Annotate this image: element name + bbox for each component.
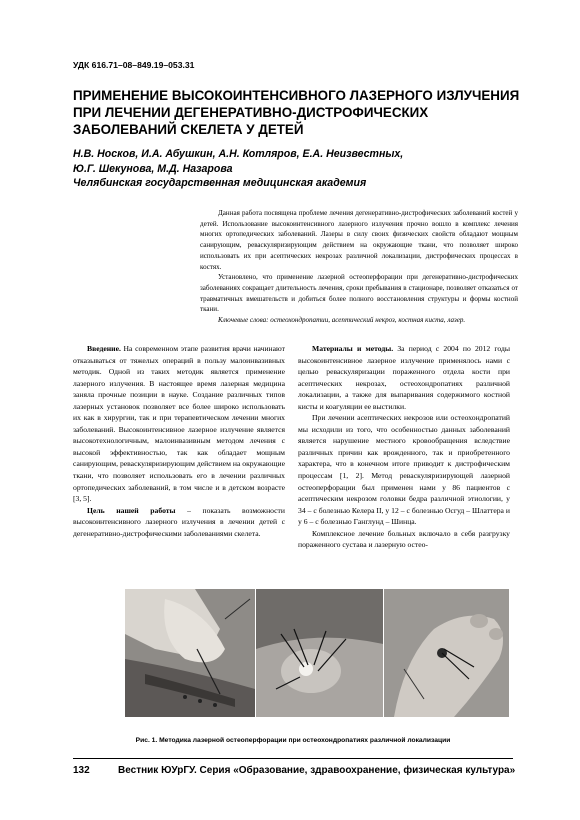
intro-text: На современном этапе развития врачи начинают отказываться от тяжелых операций в пользу малоинвазивных методик. Одной из таких методик является применение лазерного излучения. В настоящее время лазерная медицина заняла прочные позиции в науке. Создание различных типов лазерных установок позволяет все более широко использовать их как в хирургии, так и при терапевтическом лечении многих заболеваний. Высокоинтенсивное лазерное излучение является высокотехнологичным, малоинвазивным методом лечения с высокой эффективностью, так как обладает мощным санирующим, реваскуляризирующим действием на окружающие ткани, что позволяет использовать его в лечении различных ортопедических заболеваний, в том числе и в детском возрасте [3, 5]. bbox=[73, 344, 285, 504]
authors-line: Ю.Г. Шекунова, М.Д. Назарова bbox=[73, 162, 233, 175]
figure-caption: Рис. 1. Методика лазерной остеоперфорации при остеохондропатиях различной локализации bbox=[135, 737, 451, 744]
abstract bbox=[200, 208, 518, 326]
page-number: 132 bbox=[73, 765, 90, 776]
keywords: Ключевые слова: остеохондропатии, асептический некроз, костная киста, лазер. bbox=[218, 316, 466, 325]
article-title bbox=[73, 87, 533, 138]
surgery-photo-knee bbox=[256, 589, 383, 717]
body-paragraph: При лечении асептических некрозов или остеохондропатий мы исходили из того, что особенностью данных заболеваний является нарушение местного кровообращения вследствие различных причин как врожденного, так и приобретенного характера, что в конечном итоге приводит к дистрофическим процессам [1, 2]. Метод реваскуляризирующей лазерной остеоперфорации был применен нами у 86 пациентов с асептическим некрозом головки бедра различной этиологии, у 34 – с болезнью Келера II, у 12 – с болезнью Осгуд – Шлаттера и у 6 – с болезнью Ганглунд – Шинца. bbox=[298, 413, 510, 527]
right-column bbox=[298, 343, 510, 551]
surgery-photo-hand bbox=[125, 589, 255, 717]
intro-paragraph bbox=[73, 343, 285, 505]
intro-heading: Введение. bbox=[87, 344, 121, 353]
abstract-paragraph: Данная работа посвящена проблеме лечения дегенеративно-дистрофических заболеваний костей у детей. Использование высокоинтенсивного лазерного излучения прочно вошло в комплекс лечения многих ортопедических заболеваний. Лазеры в силу своих физических свойств обладают мощным санирующим, реваскуляризирующим действием на окружающие ткани, что позволяет широко использовать их при асептических некрозах различной локализации, дистрофических процессах в костях. bbox=[200, 209, 518, 271]
methods-heading: Материалы и методы. bbox=[312, 344, 394, 353]
title-line: ПРИ ЛЕЧЕНИИ ДЕГЕНЕРАТИВНО-ДИСТРОФИЧЕСКИХ bbox=[73, 105, 429, 120]
affiliation: Челябинская государственная медицинская академия bbox=[73, 177, 367, 189]
goal-heading: Цель нашей работы bbox=[87, 505, 176, 515]
goal-paragraph bbox=[73, 505, 285, 540]
left-column bbox=[73, 343, 285, 539]
udc-code: УДК 616.71–08–849.19–053.31 bbox=[73, 60, 195, 70]
title-line: ЗАБОЛЕВАНИЙ СКЕЛЕТА У ДЕТЕЙ bbox=[73, 122, 304, 137]
figure-photos bbox=[125, 589, 509, 717]
footer-divider bbox=[73, 758, 513, 759]
methods-text: За период с 2004 по 2012 годы высокоинтенсивное лазерное излучение применялось нами с целью реваскуляризации пораженного отдела кости при асептических некрозах, остеохондропатиях различной локализации, а также для выпаривания содержимого костной кисты и коагуляции ее выстилки. bbox=[298, 344, 510, 411]
authors-block bbox=[73, 147, 533, 191]
body-paragraph: Комплексное лечение больных включало в себя разгрузку пораженного сустава и лазерную остео- bbox=[298, 528, 510, 550]
abstract-paragraph: Установлено, что применение лазерной остеоперфорации при дегенеративно-дистрофических заболеваниях сокращает длительность лечения, сроки пребывания в стационаре, позволяет отказаться от травматичных вмешательств и добиться более полного восстановления структуры и формы костной ткани. bbox=[200, 273, 518, 314]
journal-name: Вестник ЮУрГУ. Серия «Образование, здравоохранение, физическая культура» bbox=[118, 765, 516, 776]
title-line: ПРИМЕНЕНИЕ ВЫСОКОИНТЕНСИВНОГО ЛАЗЕРНОГО ИЗЛУЧЕНИЯ bbox=[73, 88, 520, 103]
goal-text: – показать возможности высокоинтенсивного лазерного излучения в лечении детей с дегенеративно-дистрофическими заболеваниями скелета. bbox=[73, 505, 285, 538]
methods-paragraph bbox=[298, 343, 510, 412]
authors-line: Н.В. Носков, И.А. Абушкин, А.Н. Котляров, Е.А. Неизвестных, bbox=[73, 148, 404, 160]
surgery-photo-foot bbox=[384, 589, 509, 717]
